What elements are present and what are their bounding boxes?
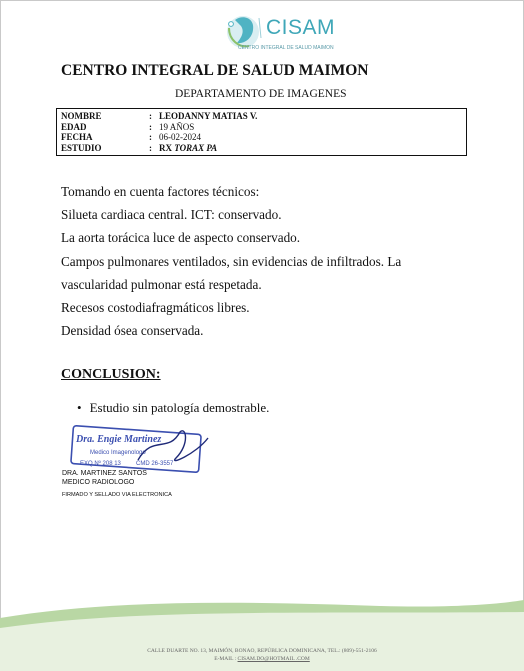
colon: : [149, 132, 152, 142]
report-line: Silueta cardiaca central. ICT: conservado. [61, 207, 282, 223]
patient-name-value: LEODANNY MATIAS V. [159, 111, 258, 121]
doctor-role: MEDICO RADIOLOGO [62, 478, 135, 486]
stamp-exq: EXQ Nº 208 13 [80, 461, 121, 467]
logo-name: CISAM [266, 16, 336, 39]
report-line: La aorta torácica luce de aspecto conservado. [61, 230, 301, 246]
study-value-italic: TORAX PA [174, 142, 218, 153]
conclusion-heading: CONCLUSION: [61, 367, 161, 382]
report-line: vascularidad pulmonar está respetada. [61, 276, 262, 292]
signature-block [62, 470, 147, 487]
patient-info-box [56, 108, 467, 156]
patient-label: ESTUDIO [61, 142, 102, 153]
conclusion-item: Estudio sin patología demostrable. [89, 400, 270, 415]
patient-row-age [61, 122, 462, 133]
patient-label: NOMBRE [61, 111, 102, 121]
study-value-prefix: RX [159, 142, 172, 153]
footer-address: CALLE DUARTE NO. 13, MAIMÓN, BONAO, REPÚBLICA DOMINICANA, TEL.: (809)-551-2106 [147, 648, 377, 654]
conclusion-list [77, 400, 269, 416]
patient-row-date [61, 132, 462, 143]
colon: : [149, 142, 152, 153]
colon: : [149, 111, 152, 121]
report-body [61, 180, 431, 342]
report-line: Campos pulmonares ventilados, sin evidencias de infiltrados. La [61, 253, 402, 269]
document-title: CENTRO INTEGRAL DE SALUD MAIMON [61, 62, 369, 79]
patient-row-study [61, 143, 462, 154]
patient-date-value: 06-02-2024 [159, 132, 201, 142]
patient-age-value: 19 AÑOS [159, 121, 195, 132]
patient-label: EDAD [61, 121, 87, 132]
colon: : [149, 121, 152, 132]
signature-note: FIRMADO Y SELLADO VIA ELECTRONICA [62, 492, 172, 498]
report-line: Tomando en cuenta factores técnicos: [61, 184, 260, 199]
report-line: Densidad ósea conservada. [61, 323, 204, 339]
department-name: DEPARTAMENTO DE IMAGENES [175, 88, 347, 100]
stamp-name: Dra. Engie Martinez [76, 434, 162, 445]
stamp-role: Medico Imagenologo [90, 450, 146, 456]
stamp-cmd: CMD 26-3557 [136, 461, 174, 467]
patient-label: FECHA [61, 132, 93, 142]
footer-email-label: E-MAIL : [214, 656, 238, 662]
signature-stamp [68, 424, 218, 476]
doctor-name: DRA. MARTINEZ SANTOS [62, 470, 147, 477]
footer [0, 647, 524, 663]
logo-subtitle: CENTRO INTEGRAL DE SALUD MAIMON [238, 45, 334, 51]
footer-email-line [0, 655, 524, 663]
bullet-icon: • [77, 400, 82, 415]
footer-email-link[interactable]: CISAM.DO@HOTMAIL .COM [237, 656, 310, 662]
report-line: Recesos costodiafragmáticos libres. [61, 300, 250, 316]
patient-row-name [61, 111, 462, 122]
